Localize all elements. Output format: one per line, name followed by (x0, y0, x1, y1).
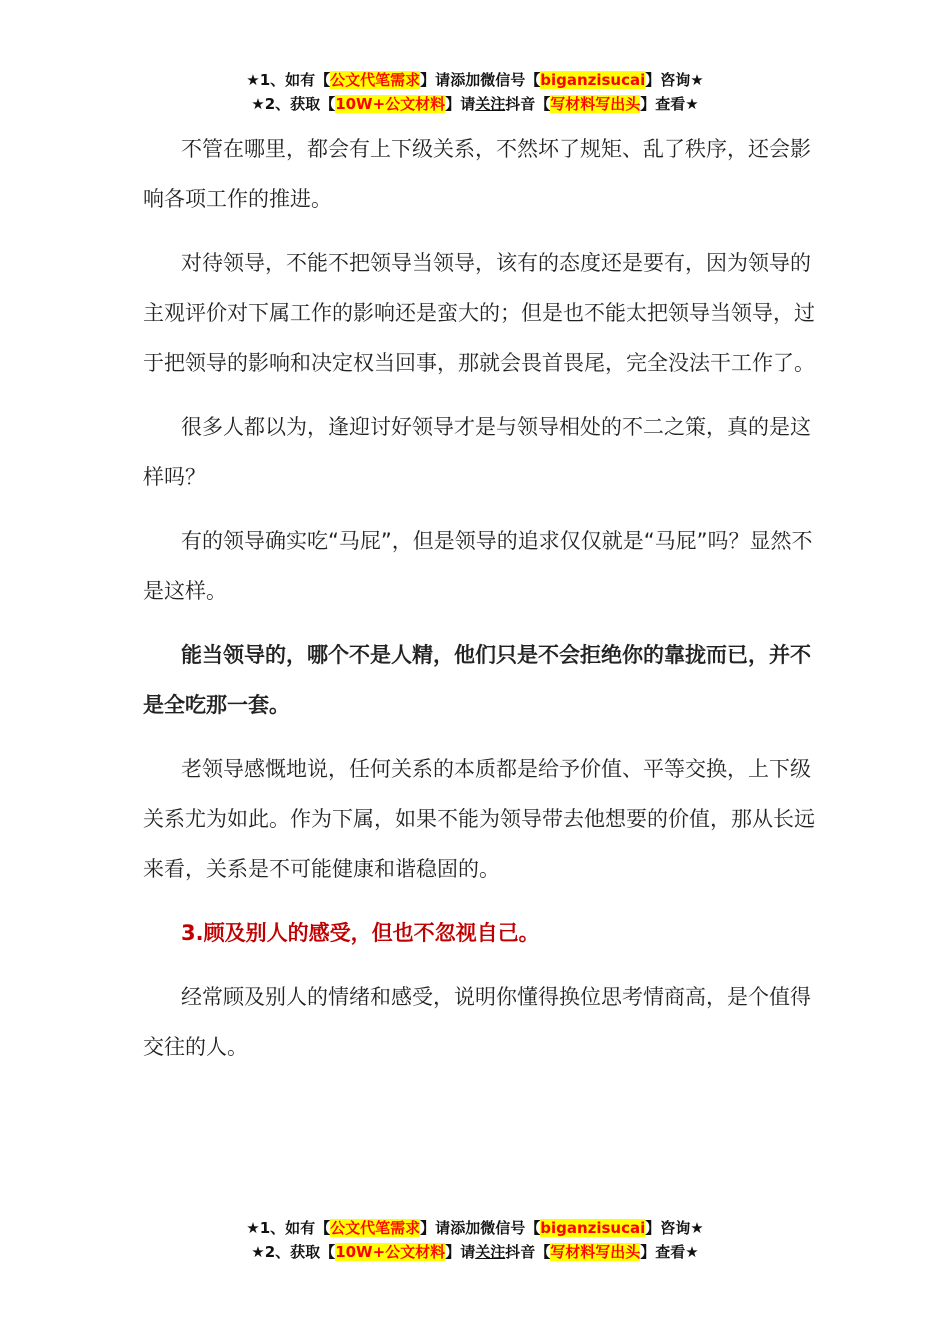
highlight-douyin-account: 写材料写出头 (550, 1243, 641, 1261)
banner-line-2: ★2、获取【10W+公文材料】请关注抖音【写材料写出头】查看★ (251, 95, 699, 113)
highlight-wechat-id: biganzisucai (540, 71, 646, 89)
paragraph: 老领导感慨地说，任何关系的本质都是给予价值、平等交换，上下级关系尤为如此。作为下属，如果不能为领导带去他想要的价值，那从长远来看，关系是不可能健康和谐稳固的。 (143, 757, 815, 881)
paragraph: 不管在哪里，都会有上下级关系，不然坏了规矩、乱了秩序，还会影响各项工作的推进。 (143, 137, 811, 211)
paragraph: 经常顾及别人的情绪和感受，说明你懂得换位思考情商高，是个值得交往的人。 (143, 985, 811, 1059)
highlight-materials: 10W+公文材料 (335, 95, 446, 113)
banner-line-2: ★2、获取【10W+公文材料】请关注抖音【写材料写出头】查看★ (251, 1243, 699, 1261)
section-heading: 3.顾及别人的感受，但也不忽视自己。 (181, 921, 540, 945)
highlight-douyin-account: 写材料写出头 (550, 95, 641, 113)
banner-line-1: ★1、如有【公文代笔需求】请添加微信号【biganzisucai】咨询★ (246, 71, 704, 89)
paragraph: 有的领导确实吃“马屁”，但是领导的追求仅仅就是“马屁”吗？显然不是这样。 (143, 529, 813, 603)
highlight-materials: 10W+公文材料 (335, 1243, 446, 1261)
banner-line-1: ★1、如有【公文代笔需求】请添加微信号【biganzisucai】咨询★ (246, 1219, 704, 1237)
footer-banner (0, 1216, 950, 1264)
header-banner (0, 68, 950, 116)
article-body (143, 124, 823, 1086)
bold-paragraph: 能当领导的，哪个不是人精，他们只是不会拒绝你的靠拢而已，并不是全吃那一套。 (143, 643, 811, 717)
highlight-ghostwriting: 公文代笔需求 (330, 71, 421, 89)
paragraph: 很多人都以为，逢迎讨好领导才是与领导相处的不二之策，真的是这样吗？ (143, 415, 811, 489)
highlight-wechat-id: biganzisucai (540, 1219, 646, 1237)
paragraph: 对待领导，不能不把领导当领导，该有的态度还是要有，因为领导的主观评价对下属工作的影响还是蛮大的；但是也不能太把领导当领导，过于把领导的影响和决定权当回事，那就会畏首畏尾，完全没法干工作了。 (143, 251, 815, 375)
highlight-ghostwriting: 公文代笔需求 (330, 1219, 421, 1237)
